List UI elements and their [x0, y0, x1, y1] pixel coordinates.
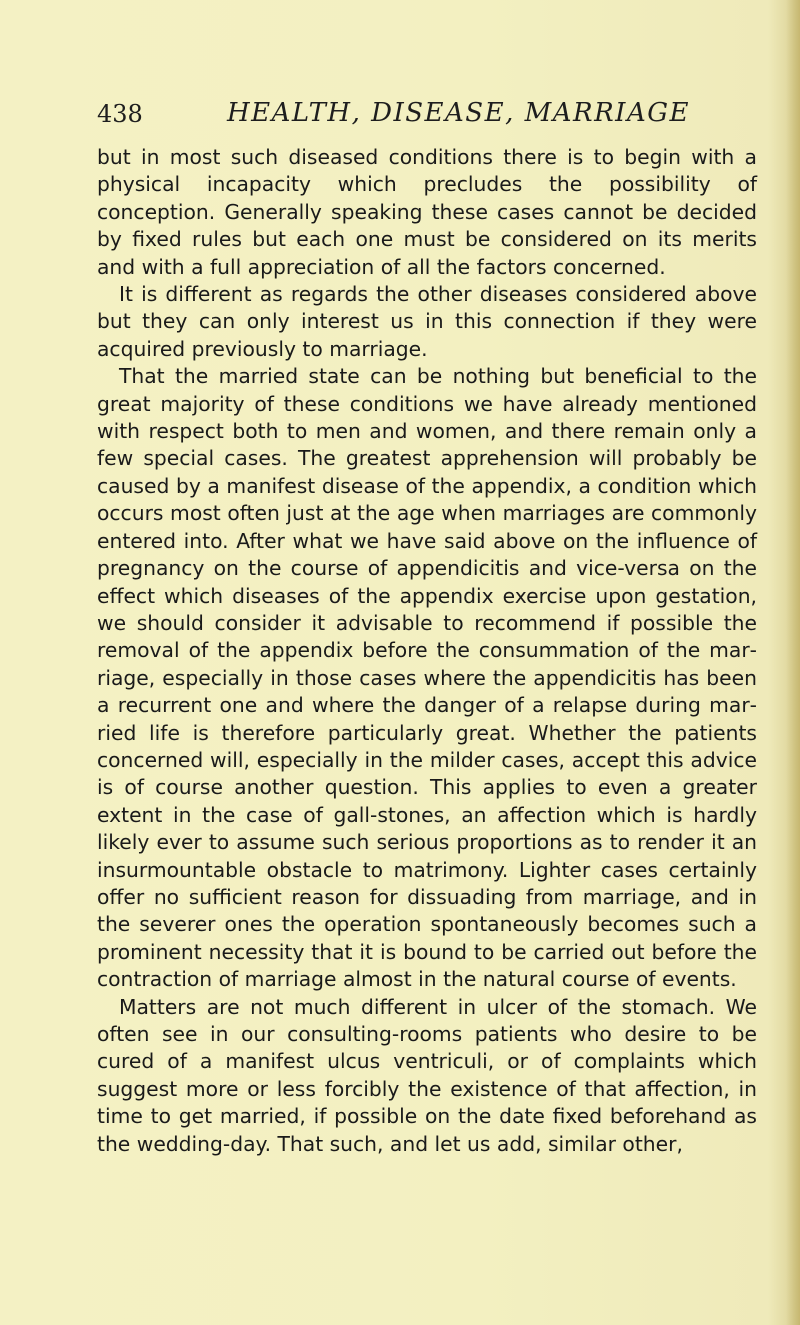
page-number: 438 [97, 100, 143, 128]
page-edge-shadow [786, 0, 800, 1325]
paragraph-ulcer-stomach: Matters are not much different in ulcer of the stomach. We often see in our consulting-rooms patients who desire to be cured of a manifest ulcus ventriculi, or of complaints which suggest more or less forcibly the existence of that affection, in time to get married, if possible on the date fixed beforehand as the wedding-day. That such, and let us add, similar other, [97, 994, 757, 1156]
running-title: HEALTH, DISEASE, MARRIAGE [227, 98, 690, 128]
paragraph-married-state: That the married state can be nothing but beneficial to the great majority of these conditions we have already mentioned with respect both to men and women, and there remain only a few special cases. The greatest apprehension will probably be caused by a manifest disease of the appendix, a condition which occurs most often just at the age when marriages are commonly entered into. After what we have said above on the influence of pregnancy on the course of appendicitis and vice-versa on the effect which diseases of the appendix exercise upon gestation, we should consider it advisable to recommend if possible the removal of the appendix before the consummation of the marriage, especially in those cases where the appendicitis has been a recurrent one and where the danger of a relapse during married life is therefore particularly great. Whether the patients concerned will, especially in the milder cases, accept this advice is of course another question. This applies to even a greater extent in the case of gall-stones, an affection which is hardly likely ever to assume such serious proportions as to render it an insurmountable obstacle to matrimony. Lighter cases certainly offer no sufficient reason for dissuading from marriage, and in the severer ones the operation spontaneously becomes such a prominent necessity that it is bound to be carried out before the contraction of marriage almost in the natural course of events. [97, 364, 757, 992]
body-text [97, 144, 757, 1158]
page-header [97, 98, 757, 138]
paragraph-continuation: but in most such diseased conditions there is to begin with a physical incapacity which precludes the possibility of conception. Generally speaking these cases cannot be decided by fixed rules but each one must be considered on its merits and with a full appreciation of all the factors concerned. [97, 145, 757, 279]
paragraph-other-diseases: It is different as regards the other diseases considered above but they can only interest us in this connection if they were acquired previously to marriage. [97, 282, 757, 361]
